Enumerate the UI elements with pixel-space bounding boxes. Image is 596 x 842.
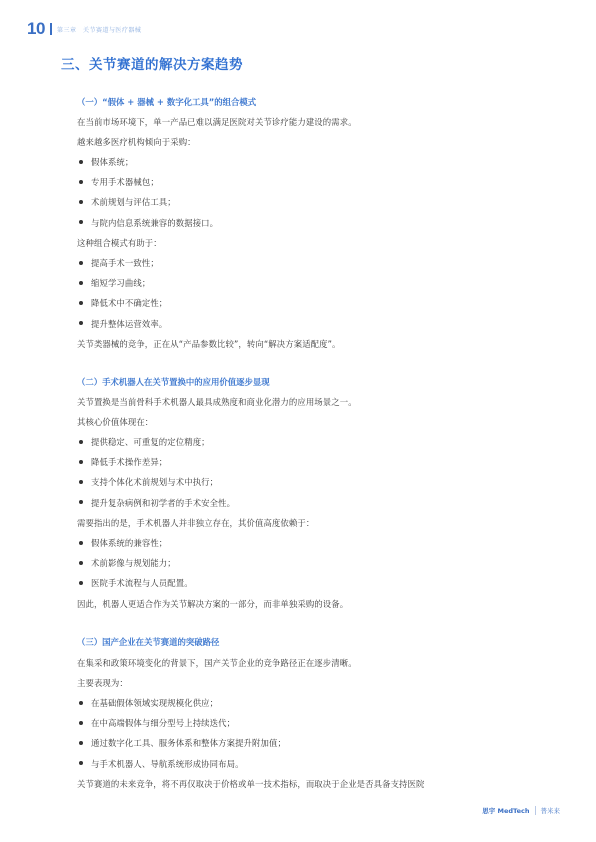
sub3-paragraph-3: 关节赛道的未来竞争，将不再仅取决于价格或单一技术指标，而取决于企业是否具备支持医院 [77,779,425,789]
list-item [77,156,218,176]
list-item [77,758,286,778]
list-item-text: 术前影像与规划能力； [91,558,176,569]
list-item-text: 提高手术一致性； [91,258,159,268]
subsection-3-title: （三）国产企业在关节赛道的突破路径 [77,637,220,647]
list-item-text: 提供稳定、可重复的定位精度； [91,437,210,447]
list-item [77,318,167,338]
list-item [77,497,235,517]
sub1-paragraph-4: 关节类器械的竞争，正在从“产品参数比较”，转向“解决方案适配度”。 [77,339,341,349]
list-item [77,717,286,737]
sub3-paragraph-2: 主要表现为： [77,678,128,688]
bullet-icon [79,301,83,305]
list-item-text: 在基础假体领域实现规模化供应； [91,698,219,708]
list-item-text: 缩短学习曲线； [91,278,151,289]
list-item [77,697,286,717]
bullet-icon [79,721,83,725]
footer-partner: 普米来 [540,807,560,815]
bullet-icon [79,220,83,224]
bullet-icon [79,701,83,705]
bullet-icon [79,180,83,184]
sub1-paragraph-1: 在当前市场环境下，单一产品已难以满足医院对关节诊疗能力建设的需求。 [77,117,357,127]
page-header [27,20,141,38]
bullet-icon [79,261,83,265]
sub2-paragraph-2: 其核心价值体现在： [77,417,154,427]
list-item-text: 提升整体运营效率。 [91,318,168,329]
bullet-icon [79,761,83,765]
sub3-bullet-list-1 [77,697,286,778]
bullet-icon [79,741,83,745]
sub2-bullet-list-1 [77,436,235,517]
list-item [77,737,286,757]
list-item-text: 支持个体化术前规划与术中执行； [91,477,219,488]
bullet-icon [79,200,83,204]
bullet-icon [79,541,83,545]
list-item [77,476,235,496]
sub1-bullet-list-2 [77,257,167,338]
list-item-text: 术前规划与评估工具； [91,197,176,208]
footer-divider [535,806,536,815]
page-number: 10 [27,19,45,38]
list-item-text: 在中高端假体与细分型号上持续迭代； [91,718,236,729]
sub2-bullet-list-2 [77,537,193,598]
list-item-text: 医院手术流程与人员配置。 [91,578,193,589]
list-item-text: 假体系统的兼容性； [91,538,168,548]
bullet-icon [79,581,83,585]
list-item-text: 降低术中不确定性； [91,298,168,309]
bullet-icon [79,321,83,325]
sub2-paragraph-3: 需要指出的是，手术机器人并非独立存在，其价值高度依赖于： [77,518,315,528]
list-item-text: 与院内信息系统兼容的数据接口。 [91,217,219,228]
sub2-paragraph-4: 因此，机器人更适合作为关节解决方案的一部分，而非单独采购的设备。 [77,599,349,609]
list-item-text: 通过数字化工具、服务体系和整体方案提升附加值； [91,738,286,749]
sub1-paragraph-2: 越来越多医疗机构倾向于采购： [77,137,196,147]
list-item [77,456,235,476]
list-item [77,196,218,216]
list-item [77,277,167,297]
list-item-text: 假体系统； [91,157,134,167]
subsection-1-title: （一）“假体 + 器械 + 数字化工具”的组合模式 [77,97,257,107]
bullet-icon [79,500,83,504]
bullet-icon [79,160,83,164]
subsection-2-title: （二）手术机器人在关节置换中的应用价值逐步显现 [77,377,270,387]
sub3-paragraph-1: 在集采和政策环境变化的背景下，国产关节企业的竞争路径正在逐步清晰。 [77,658,357,668]
list-item [77,537,193,557]
list-item [77,257,167,277]
list-item [77,297,167,317]
list-item [77,217,218,237]
sub2-paragraph-1: 关节置换是当前骨科手术机器人最具成熟度和商业化潜力的应用场景之一。 [77,397,357,407]
list-item [77,557,193,577]
header-chapter-title: 第三章 关节赛道与医疗器械 [56,26,142,34]
list-item-text: 专用手术器械包； [91,177,159,188]
list-item-text: 与手术机器人、导航系统形成协同布局。 [91,758,244,769]
bullet-icon [79,281,83,285]
page-footer [482,806,560,815]
list-item [77,577,193,597]
header-divider [50,23,52,35]
footer-brand: 思宇 MedTech [482,807,530,815]
bullet-icon [79,440,83,444]
list-item [77,176,218,196]
list-item-text: 提升复杂病例和初学者的手术安全性。 [91,497,236,508]
bullet-icon [79,480,83,484]
bullet-icon [79,460,83,464]
section-title: 三、关节赛道的解决方案趋势 [61,57,243,73]
sub1-bullet-list-1 [77,156,218,237]
list-item-text: 降低手术操作差异； [91,457,168,468]
list-item [77,436,235,456]
sub1-paragraph-3: 这种组合模式有助于： [77,238,162,248]
bullet-icon [79,561,83,565]
